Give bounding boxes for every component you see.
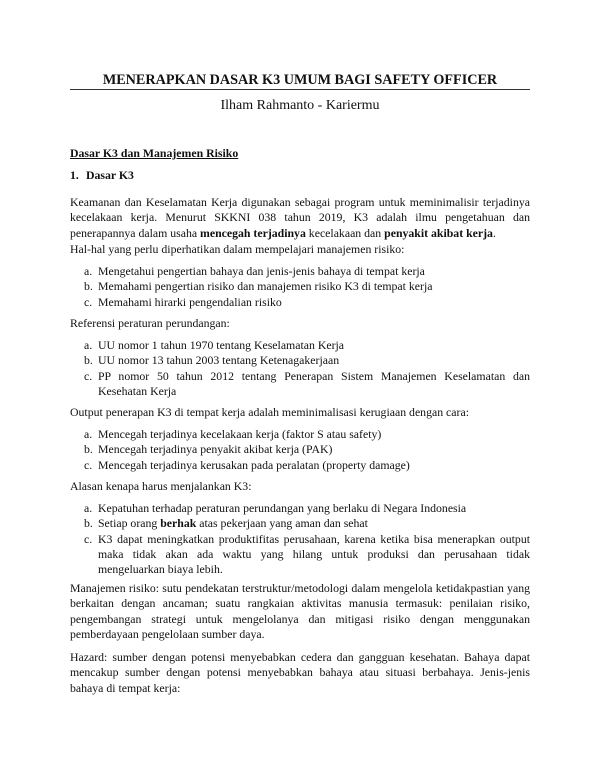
intro-bold-1: mencegah terjadinya [200,225,306,240]
referensi-lead: Referensi peraturan perundangan: [70,316,230,330]
list-marker: b. [84,516,93,531]
list-marker: c. [84,368,93,383]
intro-text-2: kecelakaan dan [305,225,385,240]
document-title: MENERAPKAN DASAR K3 UMUM BAGI SAFETY OFFICER [102,72,498,88]
referensi-list [70,338,530,399]
intro-paragraph [70,195,530,241]
list-item [70,279,530,294]
list-item-text: Mencegah terjadinya kecelakaan kerja (faktor S atau safety) [98,427,382,441]
list-item [70,353,530,368]
output-lead: Output penerapan K3 di tempat kerja adalah meminimalisasi kerugiaan dengan cara: [70,405,469,419]
list-item-text: K3 dapat meningkatkan produktifitas perusahaan, karena ketika bisa menerapkan output maka tidak akan ada waktu yang hilang untuk produksi dan perusahaan tidak mengeluarkan biaya lebih. [98,531,530,577]
list-marker: c. [84,531,93,546]
list-marker: c. [84,457,93,472]
list-item-text: Memahami hirarki pengendalian risiko [98,294,282,309]
list-item [70,369,530,400]
list-item [70,338,530,353]
list-item [70,264,530,279]
output-list [70,427,530,473]
alasan-list [70,501,530,577]
list-marker: b. [84,353,93,368]
list-item-text: UU nomor 13 tahun 2003 tentang Ketenagakerjaan [98,353,340,368]
subsection-number: 1. [70,168,79,182]
list-item-bold: berhak [160,516,197,531]
alasan-lead: Alasan kenapa harus menjalankan K3: [70,479,252,493]
list-marker: a. [84,501,93,515]
hal-hal-lead: Hal-hal yang perlu diperhatikan dalam mempelajari manajemen risiko: [70,242,405,256]
list-marker: b. [84,442,93,457]
list-item-text: Mencegah terjadinya kerusakan pada peralatan (property damage) [98,457,410,472]
hal-hal-list [70,264,530,310]
list-item [70,532,530,578]
manajemen-risiko-paragraph: Manajemen risiko: sutu pendekatan terstruktur/metodologi dalam mengelola ketidakpastian yang berkaitan dengan ancaman; suatu rangkaian aktivitas manusia termasuk: penilaian risiko, pengembangan strategi untuk mengelolanya dan mitigasi risiko dengan menggunakan pemberdayaan pengelolaan sumber daya. [70,581,530,641]
list-item [70,427,530,442]
intro-text-1: Keamanan dan Keselamatan Kerja digunakan sebagai program untuk meminimalisir terjadinya kecelakaan kerja. Menurut SKKNI 038 tahun 2019, K3 adalah ilmu pengetahuan dan penerapannya dalam usaha [70,195,530,240]
title-divider [70,89,530,90]
hazard-paragraph: Hazard: sumber dengan potensi menyebabkan cedera dan gangguan kesehatan. Bahaya dapat mencakup sumber dengan potensi menyebabkan bahaya atau situasi berbahaya. Jenis-jenis bahaya di tempat kerja: [70,650,530,695]
list-item-text: UU nomor 1 tahun 1970 tentang Keselamatan Kerja [98,338,345,352]
list-item-text: Setiap orang [98,516,161,531]
list-item [70,458,530,473]
list-item-text: Kepatuhan terhadap peraturan perundangan yang berlaku di Negara Indonesia [98,501,467,515]
document-author: Ilham Rahmanto - Kariermu [220,98,380,113]
list-item [70,516,530,531]
list-item [70,501,530,516]
list-item [70,442,530,457]
section-heading: Dasar K3 dan Manajemen Risiko [70,146,239,160]
subsection-heading [70,168,134,183]
subsection-label: Dasar K3 [86,168,134,182]
list-item-text: atas pekerjaan yang aman dan sehat [196,516,368,531]
list-item [70,295,530,310]
list-marker: a. [84,338,93,352]
list-marker: a. [84,427,93,441]
list-item-text: Mengetahui pengertian bahaya dan jenis-jenis bahaya di tempat kerja [98,264,425,278]
list-item-text: PP nomor 50 tahun 2012 tentang Penerapan Sistem Manajemen Keselamatan dan Kesehatan Kerja [98,368,530,398]
list-marker: b. [84,279,93,294]
list-marker: c. [84,294,93,309]
list-item-text: Mencegah terjadinya penyakit akibat kerja (PAK) [98,442,333,457]
intro-text-3: . [492,225,496,240]
list-marker: a. [84,264,93,278]
intro-bold-2: penyakit akibat kerja [384,225,493,240]
list-item-text: Memahami pengertian risiko dan manajemen risiko K3 di tempat kerja [98,279,433,294]
